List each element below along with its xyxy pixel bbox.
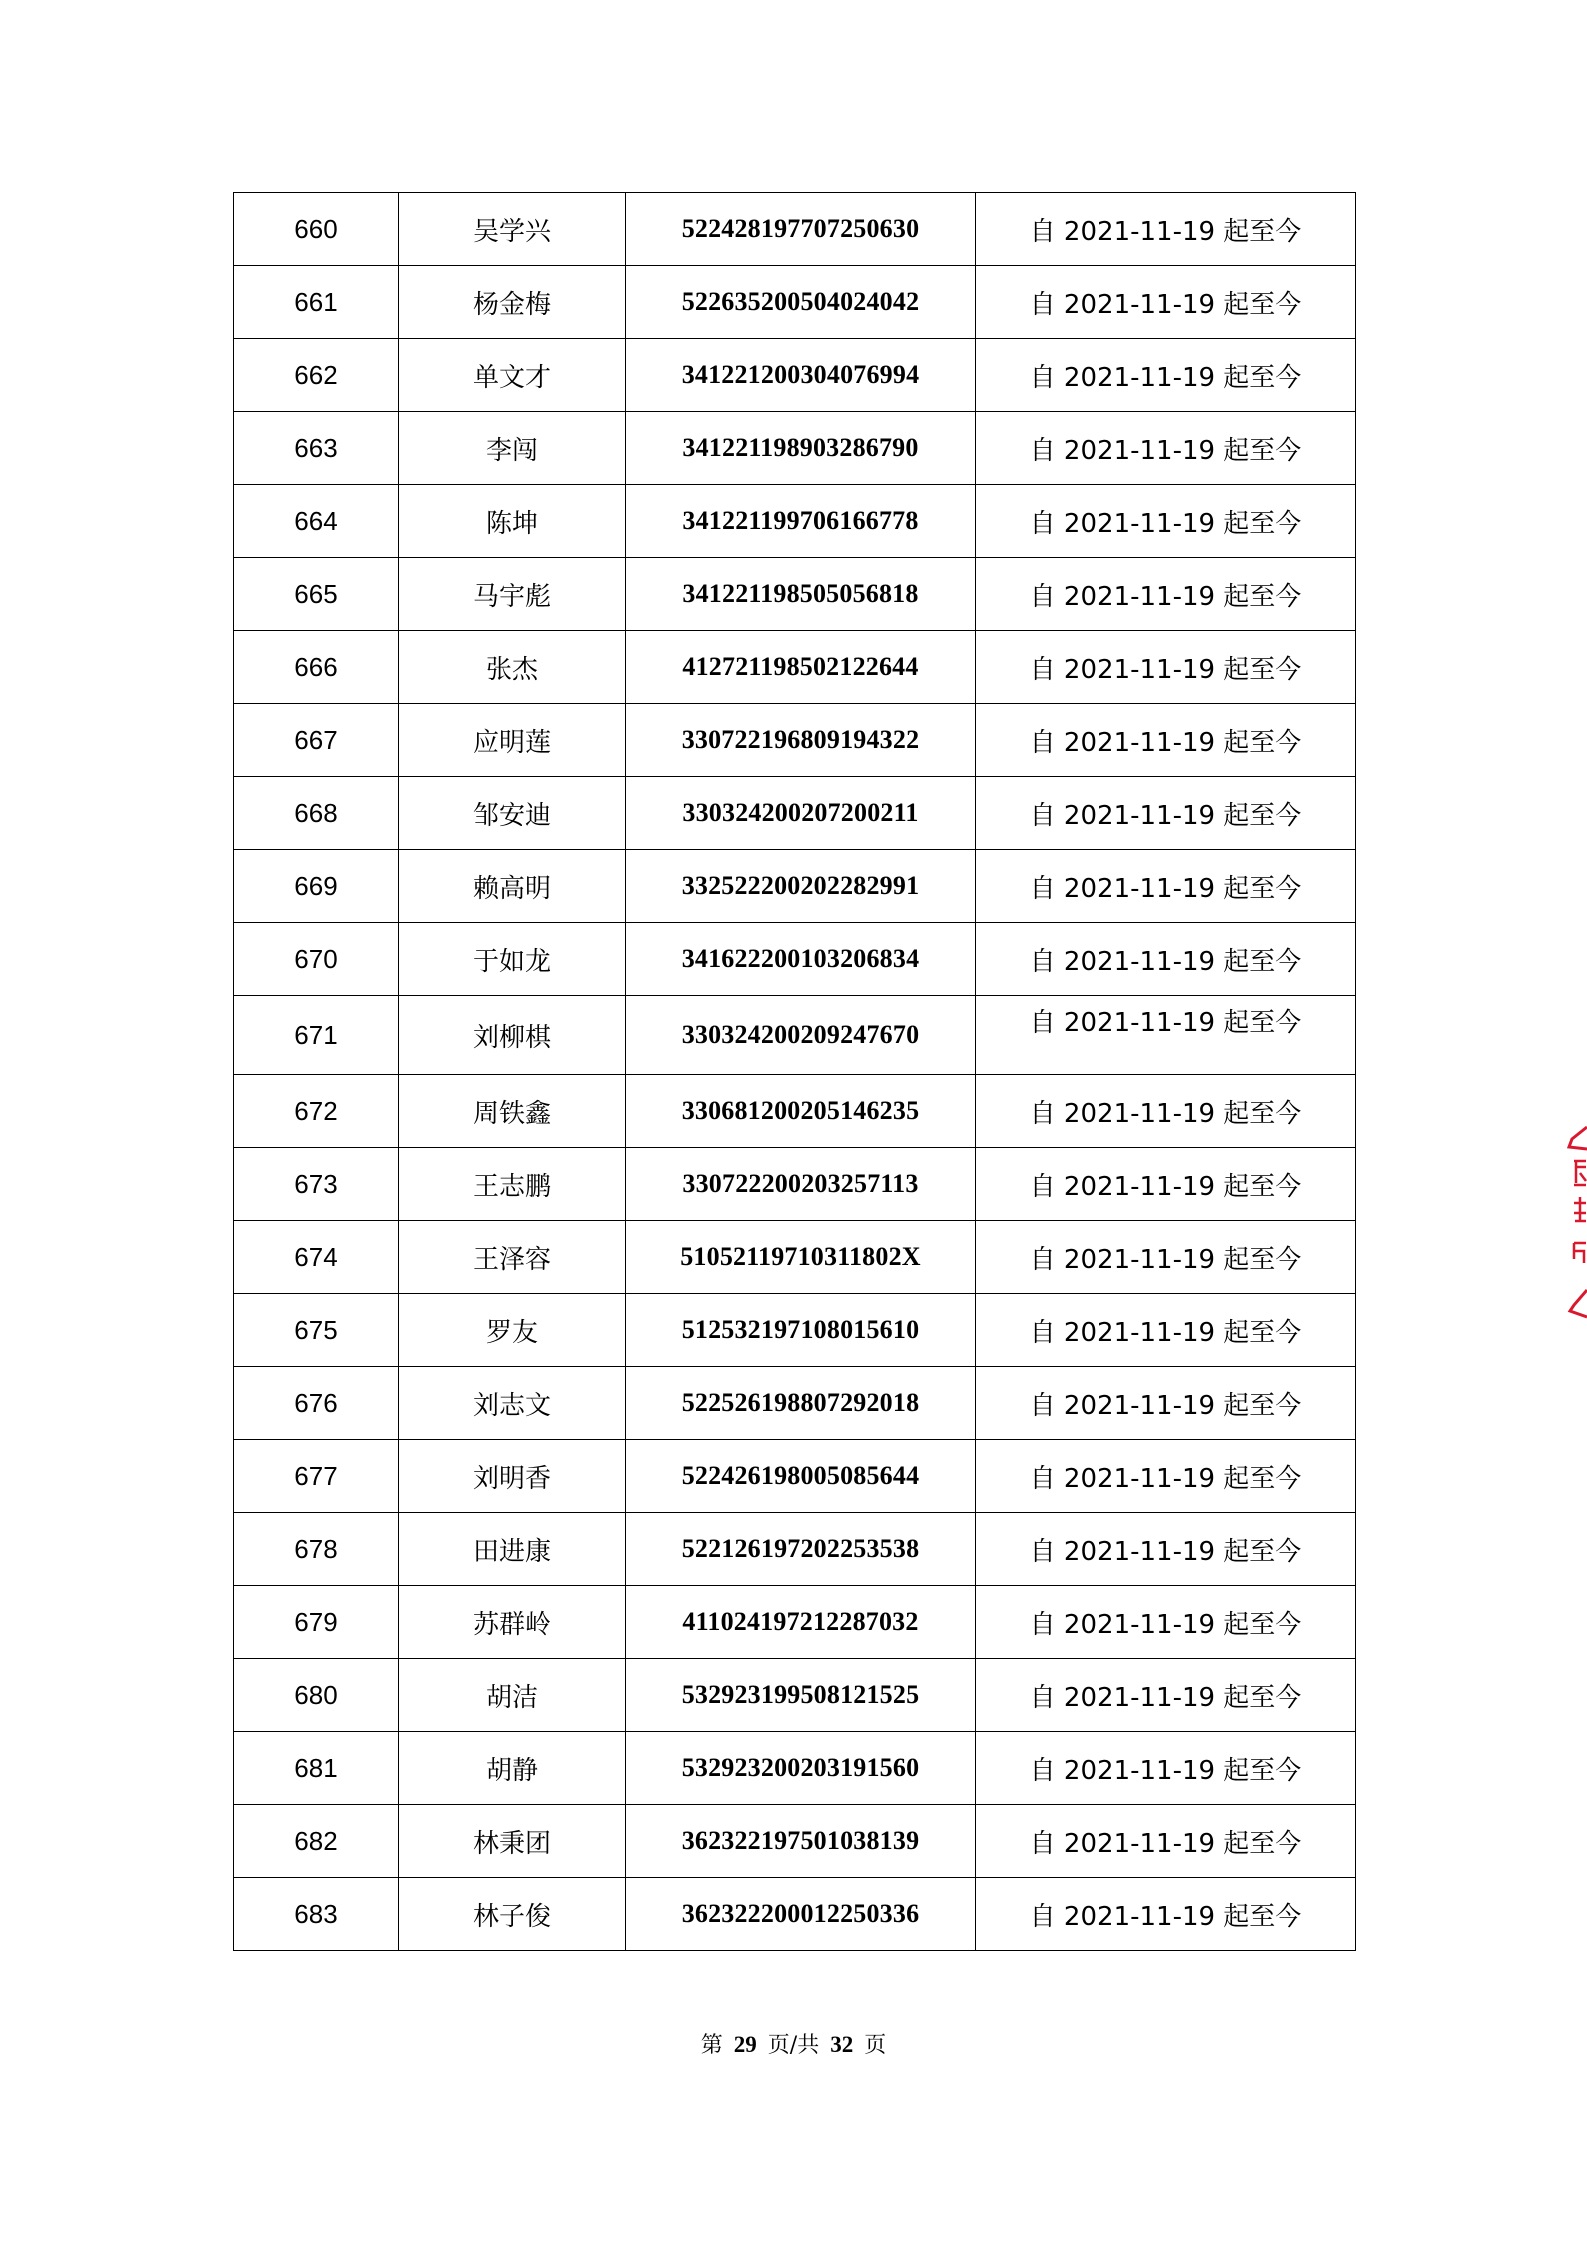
footer-prefix: 第	[700, 2033, 723, 2058]
person-name: 刘明香	[399, 1440, 626, 1513]
period-text: 自 2021-11-19 起至今	[976, 1732, 1356, 1805]
id-number: 532923200203191560	[626, 1732, 976, 1805]
id-number: 522126197202253538	[626, 1513, 976, 1586]
row-number: 662	[234, 339, 399, 412]
person-name: 周铁鑫	[399, 1075, 626, 1148]
table-row	[234, 1659, 1356, 1732]
period-text: 自 2021-11-19 起至今	[976, 1659, 1356, 1732]
row-number: 674	[234, 1221, 399, 1294]
table-row	[234, 777, 1356, 850]
row-number: 667	[234, 704, 399, 777]
period-text: 自 2021-11-19 起至今	[976, 266, 1356, 339]
id-number: 341221198505056818	[626, 558, 976, 631]
person-name: 应明莲	[399, 704, 626, 777]
table-row	[234, 412, 1356, 485]
person-name: 李闯	[399, 412, 626, 485]
id-number: 512532197108015610	[626, 1294, 976, 1367]
id-number: 522428197707250630	[626, 193, 976, 266]
id-number: 532923199508121525	[626, 1659, 976, 1732]
table-row	[234, 1878, 1356, 1951]
table-row	[234, 1075, 1356, 1148]
id-number: 411024197212287032	[626, 1586, 976, 1659]
person-name: 单文才	[399, 339, 626, 412]
period-text: 自 2021-11-19 起至今	[976, 850, 1356, 923]
id-number: 522635200504024042	[626, 266, 976, 339]
period-text: 自 2021-11-19 起至今	[976, 631, 1356, 704]
table-row	[234, 1148, 1356, 1221]
period-text: 自 2021-11-19 起至今	[976, 1513, 1356, 1586]
row-number: 665	[234, 558, 399, 631]
table-row	[234, 996, 1356, 1075]
table-row	[234, 1221, 1356, 1294]
row-number: 673	[234, 1148, 399, 1221]
period-text: 自 2021-11-19 起至今	[976, 412, 1356, 485]
person-name: 张杰	[399, 631, 626, 704]
table-row	[234, 1440, 1356, 1513]
row-number: 677	[234, 1440, 399, 1513]
table-row	[234, 266, 1356, 339]
row-number: 676	[234, 1367, 399, 1440]
footer-middle: 页/共	[767, 2033, 820, 2058]
period-text: 自 2021-11-19 起至今	[976, 1148, 1356, 1221]
table-row	[234, 558, 1356, 631]
person-name: 邹安迪	[399, 777, 626, 850]
period-text: 自 2021-11-19 起至今	[976, 1075, 1356, 1148]
period-text: 自 2021-11-19 起至今	[976, 923, 1356, 996]
person-name: 胡洁	[399, 1659, 626, 1732]
person-name: 吴学兴	[399, 193, 626, 266]
person-name: 王志鹏	[399, 1148, 626, 1221]
row-number: 664	[234, 485, 399, 558]
footer-suffix: 页	[864, 2033, 887, 2058]
person-name: 于如龙	[399, 923, 626, 996]
person-name: 杨金梅	[399, 266, 626, 339]
period-text: 自 2021-11-19 起至今	[976, 1586, 1356, 1659]
table-row	[234, 631, 1356, 704]
id-number: 330324200207200211	[626, 777, 976, 850]
period-text: 自 2021-11-19 起至今	[976, 1878, 1356, 1951]
row-number: 681	[234, 1732, 399, 1805]
person-name: 马宇彪	[399, 558, 626, 631]
person-name: 胡静	[399, 1732, 626, 1805]
person-name: 田进康	[399, 1513, 626, 1586]
row-number: 683	[234, 1878, 399, 1951]
row-number: 661	[234, 266, 399, 339]
table-row	[234, 1805, 1356, 1878]
id-number: 330324200209247670	[626, 996, 976, 1075]
row-number: 672	[234, 1075, 399, 1148]
id-number: 332522200202282991	[626, 850, 976, 923]
id-number: 51052119710311802X	[626, 1221, 976, 1294]
table-row	[234, 1586, 1356, 1659]
table-row	[234, 1294, 1356, 1367]
footer-total-pages: 32	[830, 2032, 854, 2057]
footer-current-page: 29	[733, 2032, 757, 2057]
id-number: 341622200103206834	[626, 923, 976, 996]
person-name: 刘志文	[399, 1367, 626, 1440]
row-number: 668	[234, 777, 399, 850]
id-number: 330681200205146235	[626, 1075, 976, 1148]
row-number: 671	[234, 996, 399, 1075]
person-name: 赖高明	[399, 850, 626, 923]
period-text: 自 2021-11-19 起至今	[976, 193, 1356, 266]
table-row	[234, 1732, 1356, 1805]
period-text: 自 2021-11-19 起至今	[976, 996, 1356, 1075]
row-number: 670	[234, 923, 399, 996]
table-row	[234, 923, 1356, 996]
period-text: 自 2021-11-19 起至今	[976, 558, 1356, 631]
table-row	[234, 704, 1356, 777]
person-name: 林秉团	[399, 1805, 626, 1878]
table-row	[234, 485, 1356, 558]
id-number: 412721198502122644	[626, 631, 976, 704]
person-name: 王泽容	[399, 1221, 626, 1294]
row-number: 669	[234, 850, 399, 923]
id-number: 341221200304076994	[626, 339, 976, 412]
period-text: 自 2021-11-19 起至今	[976, 1221, 1356, 1294]
id-number: 522426198005085644	[626, 1440, 976, 1513]
row-number: 663	[234, 412, 399, 485]
record-table	[233, 192, 1356, 1951]
person-name: 刘柳棋	[399, 996, 626, 1075]
table-row	[234, 850, 1356, 923]
period-text: 自 2021-11-19 起至今	[976, 1440, 1356, 1513]
row-number: 666	[234, 631, 399, 704]
table-row	[234, 1513, 1356, 1586]
period-text: 自 2021-11-19 起至今	[976, 704, 1356, 777]
row-number: 675	[234, 1294, 399, 1367]
period-text: 自 2021-11-19 起至今	[976, 485, 1356, 558]
period-text: 自 2021-11-19 起至今	[976, 1367, 1356, 1440]
table-row	[234, 193, 1356, 266]
table-row	[234, 339, 1356, 412]
row-number: 660	[234, 193, 399, 266]
row-number: 680	[234, 1659, 399, 1732]
period-text: 自 2021-11-19 起至今	[976, 777, 1356, 850]
id-number: 330722196809194322	[626, 704, 976, 777]
id-number: 362322200012250336	[626, 1878, 976, 1951]
period-text: 自 2021-11-19 起至今	[976, 1294, 1356, 1367]
id-number: 341221198903286790	[626, 412, 976, 485]
row-number: 678	[234, 1513, 399, 1586]
period-text: 自 2021-11-19 起至今	[976, 339, 1356, 412]
id-number: 330722200203257113	[626, 1148, 976, 1221]
id-number: 522526198807292018	[626, 1367, 976, 1440]
person-name: 林子俊	[399, 1878, 626, 1951]
person-name: 罗友	[399, 1294, 626, 1367]
id-number: 341221199706166778	[626, 485, 976, 558]
record-table-body	[234, 193, 1356, 1951]
person-name: 陈坤	[399, 485, 626, 558]
row-number: 682	[234, 1805, 399, 1878]
person-name: 苏群岭	[399, 1586, 626, 1659]
period-text: 自 2021-11-19 起至今	[976, 1805, 1356, 1878]
id-number: 362322197501038139	[626, 1805, 976, 1878]
seal-stamp-fragment	[1566, 1125, 1587, 1325]
table-row	[234, 1367, 1356, 1440]
row-number: 679	[234, 1586, 399, 1659]
page-footer	[0, 2028, 1587, 2059]
